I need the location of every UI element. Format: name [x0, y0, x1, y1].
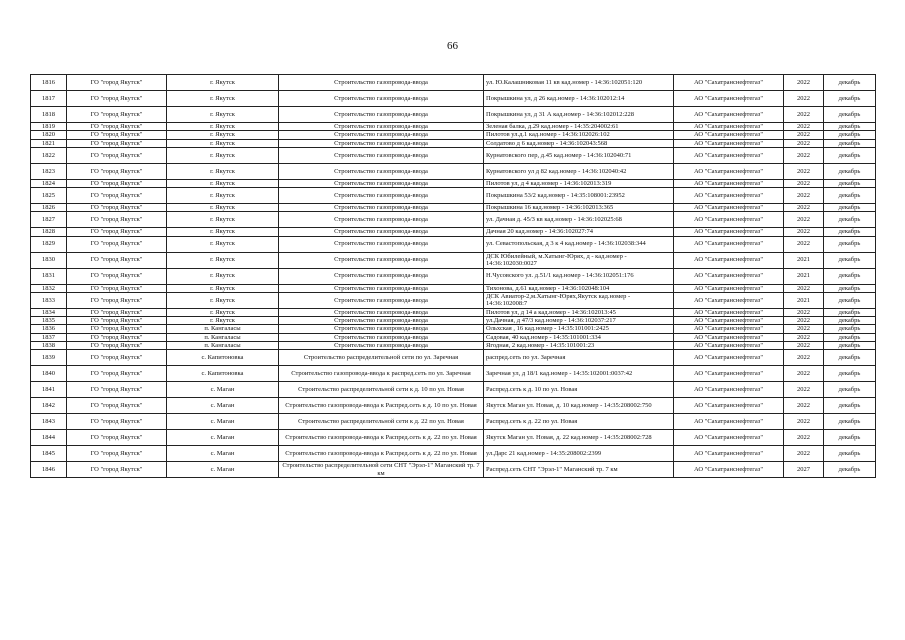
- row-number: 1841: [31, 382, 67, 398]
- year-cell: 2022: [784, 236, 824, 252]
- municipality-cell: ГО "город Якутск": [67, 430, 167, 446]
- address-cell: Пилотов ул, д 4 кад.номер - 14:36:102013:319: [484, 179, 674, 187]
- year-cell: 2022: [784, 131, 824, 139]
- work-type-cell: Строительство газопровода-ввода: [279, 163, 484, 179]
- locality-cell: г. Якутск: [167, 91, 279, 107]
- month-cell: декабрь: [824, 382, 876, 398]
- address-cell: Покрышкина ул, д 26 кад.номер - 14:36:102012:14: [484, 91, 674, 107]
- month-cell: декабрь: [824, 107, 876, 123]
- work-type-cell: Строительство газопровода-ввода: [279, 204, 484, 212]
- month-cell: декабрь: [824, 204, 876, 212]
- municipality-cell: ГО "город Якутск": [67, 131, 167, 139]
- address-cell: Пилотов ул, д 14 а кад.номер - 14:36:102013:45: [484, 308, 674, 316]
- address-cell: ул. Дачная д. 45/3 кв кад.номер - 14:36:102025:68: [484, 212, 674, 228]
- work-type-cell: Строительство газопровода-ввода: [279, 341, 484, 349]
- year-cell: 2022: [784, 308, 824, 316]
- work-type-cell: Строительство газопровода-ввода: [279, 188, 484, 204]
- work-type-cell: Строительство газопровода-ввода: [279, 236, 484, 252]
- year-cell: 2021: [784, 268, 824, 284]
- year-cell: 2022: [784, 350, 824, 366]
- municipality-cell: ГО "город Якутск": [67, 414, 167, 430]
- work-type-cell: Строительство распределительной сети к д. 22 по ул. Новая: [279, 414, 484, 430]
- month-cell: декабрь: [824, 333, 876, 341]
- organization-cell: АО "Сахатранснефтегаз": [674, 123, 784, 131]
- row-number: 1823: [31, 163, 67, 179]
- row-number: 1835: [31, 317, 67, 325]
- locality-cell: г. Якутск: [167, 236, 279, 252]
- month-cell: декабрь: [824, 292, 876, 308]
- municipality-cell: ГО "город Якутск": [67, 139, 167, 147]
- municipality-cell: ГО "город Якутск": [67, 163, 167, 179]
- municipality-cell: ГО "город Якутск": [67, 75, 167, 91]
- year-cell: 2022: [784, 366, 824, 382]
- row-number: 1846: [31, 462, 67, 478]
- year-cell: 2022: [784, 446, 824, 462]
- work-type-cell: Строительство газопровода-ввода: [279, 228, 484, 236]
- month-cell: декабрь: [824, 163, 876, 179]
- work-type-cell: Строительство газопровода-ввода: [279, 252, 484, 268]
- locality-cell: п. Кангаласы: [167, 333, 279, 341]
- locality-cell: п. Кангаласы: [167, 325, 279, 333]
- municipality-cell: ГО "город Якутск": [67, 382, 167, 398]
- month-cell: декабрь: [824, 131, 876, 139]
- address-cell: Тихонова, д.61 кад.номер - 14:36:102048:104: [484, 284, 674, 292]
- table-body: [31, 75, 876, 478]
- month-cell: декабрь: [824, 228, 876, 236]
- work-type-cell: Строительство газопровода-ввода: [279, 308, 484, 316]
- table-row: [31, 204, 876, 212]
- table-row: [31, 139, 876, 147]
- year-cell: 2022: [784, 204, 824, 212]
- year-cell: 2022: [784, 107, 824, 123]
- work-type-cell: Строительство газопровода-ввода к Распред.сеть к д. 22 по ул. Новая: [279, 446, 484, 462]
- municipality-cell: ГО "город Якутск": [67, 204, 167, 212]
- work-type-cell: Строительство газопровода-ввода: [279, 131, 484, 139]
- month-cell: декабрь: [824, 414, 876, 430]
- month-cell: декабрь: [824, 366, 876, 382]
- address-cell: Ягодная, 2 кад.номер - 14:35:101001:23: [484, 341, 674, 349]
- year-cell: 2022: [784, 284, 824, 292]
- organization-cell: АО "Сахатранснефтегаз": [674, 398, 784, 414]
- year-cell: 2022: [784, 188, 824, 204]
- month-cell: декабрь: [824, 75, 876, 91]
- year-cell: 2021: [784, 292, 824, 308]
- row-number: 1818: [31, 107, 67, 123]
- month-cell: декабрь: [824, 252, 876, 268]
- address-cell: Пилотов ул.д.1 кад.номер - 14:36:102026:102: [484, 131, 674, 139]
- municipality-cell: ГО "город Якутск": [67, 147, 167, 163]
- locality-cell: п. Кангаласы: [167, 341, 279, 349]
- organization-cell: АО "Сахатранснефтегаз": [674, 317, 784, 325]
- year-cell: 2022: [784, 430, 824, 446]
- table-row: [31, 350, 876, 366]
- address-cell: Распред.сеть к д. 22 по ул. Новая: [484, 414, 674, 430]
- locality-cell: г. Якутск: [167, 284, 279, 292]
- table-row: [31, 236, 876, 252]
- row-number: 1839: [31, 350, 67, 366]
- address-cell: Курнатовского пер, д.45 кад.номер - 14:36:102040:71: [484, 147, 674, 163]
- organization-cell: АО "Сахатранснефтегаз": [674, 91, 784, 107]
- locality-cell: с. Маган: [167, 414, 279, 430]
- work-type-cell: Строительство распределительной сети к д. 10 по ул. Новая: [279, 382, 484, 398]
- address-cell: ул.Дарс 21 кад.номер - 14:35:208002:2399: [484, 446, 674, 462]
- work-type-cell: Строительство распределительной сети СНТ "Эрэл-1" Маганский тр. 7 км: [279, 462, 484, 478]
- table-row: [31, 317, 876, 325]
- work-type-cell: Строительство газопровода-ввода: [279, 333, 484, 341]
- work-type-cell: Строительство газопровода-ввода: [279, 75, 484, 91]
- organization-cell: АО "Сахатранснефтегаз": [674, 414, 784, 430]
- address-cell: Зеленая балка, д.29 кад.номер - 14:35:204002:61: [484, 123, 674, 131]
- row-number: 1824: [31, 179, 67, 187]
- row-number: 1833: [31, 292, 67, 308]
- locality-cell: с. Маган: [167, 382, 279, 398]
- organization-cell: АО "Сахатранснефтегаз": [674, 366, 784, 382]
- row-number: 1816: [31, 75, 67, 91]
- address-cell: ул.Дачная, д 47/3 кад.номер - 14:36:102037:217: [484, 317, 674, 325]
- month-cell: декабрь: [824, 147, 876, 163]
- locality-cell: г. Якутск: [167, 147, 279, 163]
- row-number: 1829: [31, 236, 67, 252]
- municipality-cell: ГО "город Якутск": [67, 317, 167, 325]
- table-row: [31, 341, 876, 349]
- locality-cell: г. Якутск: [167, 75, 279, 91]
- locality-cell: г. Якутск: [167, 228, 279, 236]
- work-type-cell: Строительство газопровода-ввода: [279, 292, 484, 308]
- month-cell: декабрь: [824, 236, 876, 252]
- municipality-cell: ГО "город Якутск": [67, 333, 167, 341]
- table-row: [31, 131, 876, 139]
- row-number: 1837: [31, 333, 67, 341]
- municipality-cell: ГО "город Якутск": [67, 179, 167, 187]
- month-cell: декабрь: [824, 268, 876, 284]
- locality-cell: с. Маган: [167, 462, 279, 478]
- row-number: 1840: [31, 366, 67, 382]
- address-cell: Распред.сеть СНТ "Эрэл-1" Маганский тр. 7 км: [484, 462, 674, 478]
- organization-cell: АО "Сахатранснефтегаз": [674, 236, 784, 252]
- year-cell: 2022: [784, 398, 824, 414]
- municipality-cell: ГО "город Якутск": [67, 308, 167, 316]
- year-cell: 2022: [784, 179, 824, 187]
- row-number: 1820: [31, 131, 67, 139]
- municipality-cell: ГО "город Якутск": [67, 284, 167, 292]
- work-type-cell: Строительство газопровода-ввода к Распред.сеть к д. 22 по ул. Новая: [279, 430, 484, 446]
- year-cell: 2022: [784, 333, 824, 341]
- municipality-cell: ГО "город Якутск": [67, 341, 167, 349]
- year-cell: 2022: [784, 341, 824, 349]
- municipality-cell: ГО "город Якутск": [67, 123, 167, 131]
- row-number: 1838: [31, 341, 67, 349]
- row-number: 1826: [31, 204, 67, 212]
- locality-cell: с. Маган: [167, 430, 279, 446]
- organization-cell: АО "Сахатранснефтегаз": [674, 350, 784, 366]
- month-cell: декабрь: [824, 212, 876, 228]
- locality-cell: г. Якутск: [167, 139, 279, 147]
- table-row: [31, 91, 876, 107]
- month-cell: декабрь: [824, 139, 876, 147]
- row-number: 1831: [31, 268, 67, 284]
- table-row: [31, 188, 876, 204]
- row-number: 1834: [31, 308, 67, 316]
- table-row: [31, 284, 876, 292]
- organization-cell: АО "Сахатранснефтегаз": [674, 228, 784, 236]
- work-type-cell: Строительство газопровода-ввода: [279, 107, 484, 123]
- year-cell: 2022: [784, 212, 824, 228]
- work-type-cell: Строительство газопровода-ввода: [279, 325, 484, 333]
- locality-cell: г. Якутск: [167, 188, 279, 204]
- work-type-cell: Строительство газопровода-ввода: [279, 212, 484, 228]
- municipality-cell: ГО "город Якутск": [67, 446, 167, 462]
- month-cell: декабрь: [824, 341, 876, 349]
- address-cell: ул. Ю.Калашниковая 11 кв кад.номер - 14:36:102051:120: [484, 75, 674, 91]
- organization-cell: АО "Сахатранснефтегаз": [674, 430, 784, 446]
- month-cell: декабрь: [824, 308, 876, 316]
- page-number: 66: [447, 40, 458, 52]
- table-row: [31, 268, 876, 284]
- row-number: 1827: [31, 212, 67, 228]
- table-row: [31, 163, 876, 179]
- municipality-cell: ГО "город Якутск": [67, 236, 167, 252]
- table-row: [31, 414, 876, 430]
- gasification-registry-table: [30, 74, 876, 478]
- organization-cell: АО "Сахатранснефтегаз": [674, 179, 784, 187]
- municipality-cell: ГО "город Якутск": [67, 325, 167, 333]
- address-cell: Дачная 20 кад.номер - 14:36:102027:74: [484, 228, 674, 236]
- address-cell: ДСК Юбилейный, м.Хатынг-Юрях, д - кад.номер - 14:36:102030:0027: [484, 252, 674, 268]
- work-type-cell: Строительство газопровода-ввода: [279, 91, 484, 107]
- month-cell: декабрь: [824, 188, 876, 204]
- year-cell: 2022: [784, 382, 824, 398]
- work-type-cell: Строительство газопровода-ввода: [279, 147, 484, 163]
- address-cell: Курнатовского ул д 82 кад.номер - 14:36:102040:42: [484, 163, 674, 179]
- table-row: [31, 398, 876, 414]
- table-row: [31, 123, 876, 131]
- municipality-cell: ГО "город Якутск": [67, 107, 167, 123]
- year-cell: 2022: [784, 317, 824, 325]
- year-cell: 2022: [784, 163, 824, 179]
- address-cell: Солдатово д 6 кад.номер - 14:36:102043:568: [484, 139, 674, 147]
- organization-cell: АО "Сахатранснефтегаз": [674, 252, 784, 268]
- organization-cell: АО "Сахатранснефтегаз": [674, 333, 784, 341]
- organization-cell: АО "Сахатранснефтегаз": [674, 325, 784, 333]
- table-row: [31, 147, 876, 163]
- table-row: [31, 292, 876, 308]
- municipality-cell: ГО "город Якутск": [67, 268, 167, 284]
- row-number: 1843: [31, 414, 67, 430]
- municipality-cell: ГО "город Якутск": [67, 252, 167, 268]
- work-type-cell: Строительство газопровода-ввода: [279, 317, 484, 325]
- year-cell: 2022: [784, 123, 824, 131]
- address-cell: Покрышкина 16 кад.номер - 14:36:102013:365: [484, 204, 674, 212]
- month-cell: декабрь: [824, 123, 876, 131]
- table-row: [31, 228, 876, 236]
- address-cell: Покрышкина ул, д 31 А кад.номер - 14:36:102012:228: [484, 107, 674, 123]
- table-row: [31, 308, 876, 316]
- table-row: [31, 462, 876, 478]
- table-row: [31, 252, 876, 268]
- organization-cell: АО "Сахатранснефтегаз": [674, 75, 784, 91]
- locality-cell: г. Якутск: [167, 317, 279, 325]
- address-cell: Якутск Маган ул. Новая, д. 10 кад.номер - 14:35:208002:750: [484, 398, 674, 414]
- year-cell: 2027: [784, 462, 824, 478]
- month-cell: декабрь: [824, 350, 876, 366]
- month-cell: декабрь: [824, 284, 876, 292]
- row-number: 1842: [31, 398, 67, 414]
- municipality-cell: ГО "город Якутск": [67, 462, 167, 478]
- municipality-cell: ГО "город Якутск": [67, 292, 167, 308]
- locality-cell: г. Якутск: [167, 107, 279, 123]
- row-number: 1830: [31, 252, 67, 268]
- organization-cell: АО "Сахатранснефтегаз": [674, 204, 784, 212]
- locality-cell: г. Якутск: [167, 268, 279, 284]
- locality-cell: с. Маган: [167, 398, 279, 414]
- row-number: 1845: [31, 446, 67, 462]
- year-cell: 2021: [784, 252, 824, 268]
- row-number: 1817: [31, 91, 67, 107]
- year-cell: 2022: [784, 91, 824, 107]
- locality-cell: г. Якутск: [167, 163, 279, 179]
- locality-cell: г. Якутск: [167, 252, 279, 268]
- address-cell: Распред.сеть к д. 10 по ул. Новая: [484, 382, 674, 398]
- row-number: 1844: [31, 430, 67, 446]
- municipality-cell: ГО "город Якутск": [67, 366, 167, 382]
- work-type-cell: Строительство газопровода-ввода: [279, 179, 484, 187]
- work-type-cell: Строительство газопровода-ввода: [279, 139, 484, 147]
- organization-cell: АО "Сахатранснефтегаз": [674, 212, 784, 228]
- municipality-cell: ГО "город Якутск": [67, 350, 167, 366]
- address-cell: Заречная ул, д 18/1 кад.номер - 14:35:102001:0037:42: [484, 366, 674, 382]
- address-cell: Ольхская , 16 кад.номер - 14:35:101001:2425: [484, 325, 674, 333]
- locality-cell: г. Якутск: [167, 179, 279, 187]
- organization-cell: АО "Сахатранснефтегаз": [674, 147, 784, 163]
- organization-cell: АО "Сахатранснефтегаз": [674, 446, 784, 462]
- year-cell: 2022: [784, 228, 824, 236]
- year-cell: 2022: [784, 414, 824, 430]
- locality-cell: г. Якутск: [167, 292, 279, 308]
- municipality-cell: ГО "город Якутск": [67, 212, 167, 228]
- work-type-cell: Строительство газопровода-ввода: [279, 123, 484, 131]
- row-number: 1822: [31, 147, 67, 163]
- row-number: 1819: [31, 123, 67, 131]
- work-type-cell: Строительство газопровода-ввода: [279, 268, 484, 284]
- locality-cell: г. Якутск: [167, 123, 279, 131]
- month-cell: декабрь: [824, 325, 876, 333]
- month-cell: декабрь: [824, 430, 876, 446]
- municipality-cell: ГО "город Якутск": [67, 91, 167, 107]
- table-row: [31, 430, 876, 446]
- row-number: 1821: [31, 139, 67, 147]
- table-row: [31, 212, 876, 228]
- address-cell: Покрышкина 53/2 кад.номер - 14:35:108001:23952: [484, 188, 674, 204]
- locality-cell: с. Маган: [167, 446, 279, 462]
- month-cell: декабрь: [824, 91, 876, 107]
- row-number: 1825: [31, 188, 67, 204]
- month-cell: декабрь: [824, 446, 876, 462]
- row-number: 1836: [31, 325, 67, 333]
- locality-cell: с. Капитоновка: [167, 350, 279, 366]
- municipality-cell: ГО "город Якутск": [67, 188, 167, 204]
- address-cell: распред.сеть по ул. Заречная: [484, 350, 674, 366]
- locality-cell: г. Якутск: [167, 308, 279, 316]
- locality-cell: г. Якутск: [167, 204, 279, 212]
- table-row: [31, 366, 876, 382]
- year-cell: 2022: [784, 139, 824, 147]
- municipality-cell: ГО "город Якутск": [67, 228, 167, 236]
- address-cell: Н.Чусовского ул. д.51/1 кад.номер - 14:36:102051:176: [484, 268, 674, 284]
- locality-cell: с. Капитоновка: [167, 366, 279, 382]
- work-type-cell: Строительство газопровода-ввода к Распред.сеть к д. 10 по ул. Новая: [279, 398, 484, 414]
- address-cell: Якутск Маган ул. Новая, д. 22 кад.номер - 14:35:208002:728: [484, 430, 674, 446]
- address-cell: ДСК Авиатор-2,м.Хатынг-Юрях,Якутск кад.номер - 14:36:102008:7: [484, 292, 674, 308]
- table-row: [31, 107, 876, 123]
- table-row: [31, 179, 876, 187]
- organization-cell: АО "Сахатранснефтегаз": [674, 188, 784, 204]
- row-number: 1832: [31, 284, 67, 292]
- row-number: 1828: [31, 228, 67, 236]
- organization-cell: АО "Сахатранснефтегаз": [674, 139, 784, 147]
- year-cell: 2022: [784, 147, 824, 163]
- address-cell: ул. Севастопольская, д 3 к 4 кад.номер - 14:36:102038:344: [484, 236, 674, 252]
- year-cell: 2022: [784, 325, 824, 333]
- work-type-cell: Строительство распределительной сети по ул. Заречная: [279, 350, 484, 366]
- work-type-cell: Строительство газопровода-ввода к распред.сеть по ул. Заречная: [279, 366, 484, 382]
- year-cell: 2022: [784, 75, 824, 91]
- table-row: [31, 75, 876, 91]
- organization-cell: АО "Сахатранснефтегаз": [674, 284, 784, 292]
- address-cell: Садовая, 40 кад.номер - 14:35:101001:334: [484, 333, 674, 341]
- municipality-cell: ГО "город Якутск": [67, 398, 167, 414]
- table-row: [31, 333, 876, 341]
- organization-cell: АО "Сахатранснефтегаз": [674, 382, 784, 398]
- table-row: [31, 446, 876, 462]
- organization-cell: АО "Сахатранснефтегаз": [674, 292, 784, 308]
- organization-cell: АО "Сахатранснефтегаз": [674, 308, 784, 316]
- month-cell: декабрь: [824, 179, 876, 187]
- locality-cell: г. Якутск: [167, 131, 279, 139]
- organization-cell: АО "Сахатранснефтегаз": [674, 341, 784, 349]
- month-cell: декабрь: [824, 317, 876, 325]
- table-row: [31, 325, 876, 333]
- organization-cell: АО "Сахатранснефтегаз": [674, 462, 784, 478]
- organization-cell: АО "Сахатранснефтегаз": [674, 163, 784, 179]
- month-cell: декабрь: [824, 398, 876, 414]
- locality-cell: г. Якутск: [167, 212, 279, 228]
- work-type-cell: Строительство газопровода-ввода: [279, 284, 484, 292]
- organization-cell: АО "Сахатранснефтегаз": [674, 268, 784, 284]
- organization-cell: АО "Сахатранснефтегаз": [674, 131, 784, 139]
- month-cell: декабрь: [824, 462, 876, 478]
- table-row: [31, 382, 876, 398]
- organization-cell: АО "Сахатранснефтегаз": [674, 107, 784, 123]
